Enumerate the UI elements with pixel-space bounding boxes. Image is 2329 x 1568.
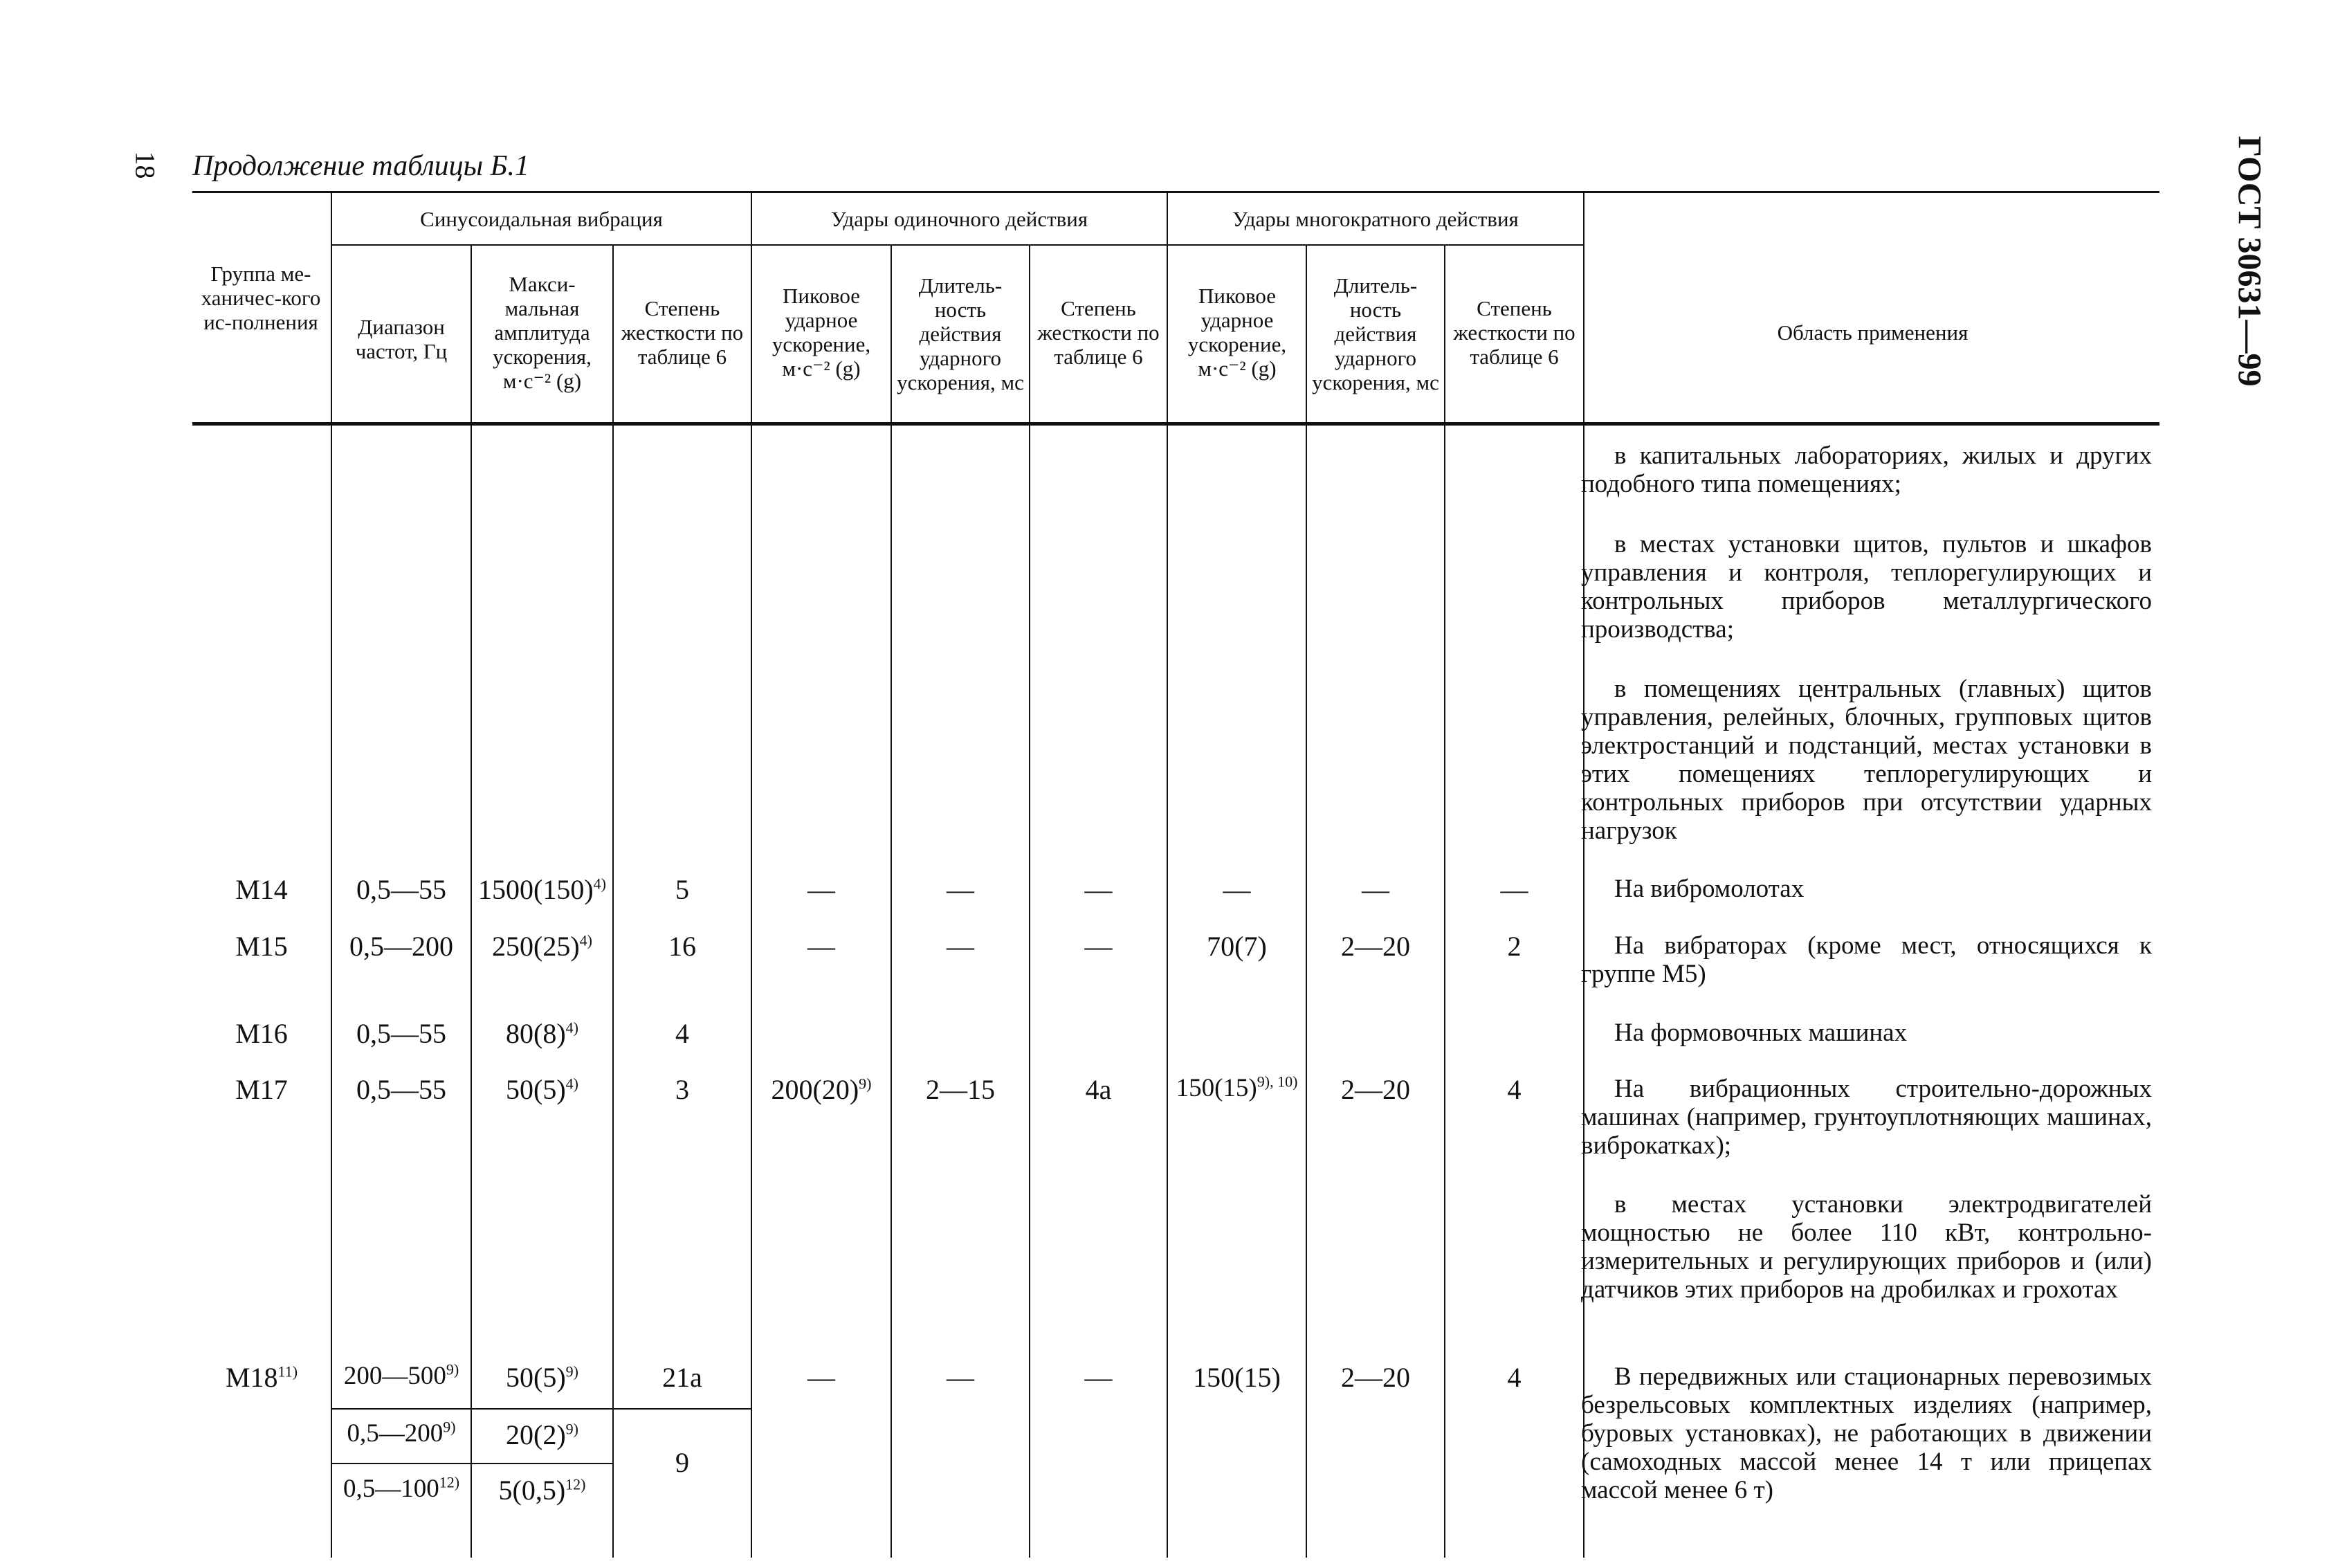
- cell-degree-2: 4: [1507, 1362, 1522, 1393]
- header-degree-1: Степень жесткости по таблице 6: [621, 295, 744, 369]
- row-group-label: [192, 1361, 331, 1394]
- cell-degree: 5: [675, 874, 689, 905]
- peak-value: 200(20): [771, 1074, 859, 1105]
- cell-duration-1: —: [947, 874, 974, 905]
- header-frequency: Диапазон частот, Гц: [355, 315, 448, 363]
- cell-peak-2: [1168, 1073, 1306, 1103]
- application-paragraph: На формовочных машинах: [1614, 1019, 1908, 1047]
- m18-subrow-rule: [331, 1463, 614, 1464]
- cell-peak-1: [752, 1073, 890, 1106]
- header-multiple-shocks: Удары многократного действия: [1232, 207, 1519, 231]
- peak-value: 150(15): [1176, 1074, 1257, 1102]
- cell-frequency: 0,5—200: [349, 931, 453, 962]
- header-degree-3: Степень жесткости по таблице 6: [1453, 295, 1576, 369]
- header-group: Группа ме-ханичес-кого ис-полнения: [201, 261, 321, 334]
- standard-code: ГОСТ 30631—99: [2231, 136, 2268, 387]
- cell-frequency: 0,5—55: [356, 1074, 446, 1105]
- cell-peak-2: 150(15): [1193, 1362, 1281, 1393]
- cell-degree: 16: [668, 931, 696, 962]
- cell-duration-2: 2—20: [1341, 931, 1410, 962]
- footnote-ref: 9): [859, 1075, 872, 1093]
- amplitude-value: 5(0,5): [498, 1475, 566, 1506]
- cell-amplitude: [472, 1361, 612, 1394]
- cell-duration-1: —: [947, 1362, 974, 1393]
- frequency-value: 0,5—100: [342, 1475, 439, 1503]
- footnote-ref: 9), 10): [1257, 1073, 1298, 1091]
- cell-duration-2: 2—20: [1341, 1362, 1410, 1393]
- cell-peak-1: —: [807, 1362, 835, 1393]
- application-paragraph: На вибромолотах: [1614, 875, 1805, 903]
- m18-subrow-rule: [331, 1408, 752, 1410]
- amplitude-value: 250(25): [492, 931, 580, 962]
- header-amplitude: Макси-мальная амплитуда ускорения, м·с⁻² (g): [493, 271, 592, 393]
- footnote-ref: 11): [277, 1362, 298, 1380]
- cell-amplitude: [472, 1419, 612, 1451]
- footnote-ref: 9): [443, 1418, 456, 1436]
- cell-degree-2: —: [1500, 874, 1528, 905]
- cell-frequency: [332, 1361, 471, 1391]
- cell-frequency: 0,5—55: [356, 1018, 446, 1049]
- cell-degree: 21а: [662, 1362, 702, 1393]
- row-group-label: М15: [235, 931, 288, 962]
- cell-degree-2: 2: [1507, 931, 1522, 962]
- header-peak-2: Пиковое ударное ускорение, м·с⁻² (g): [1187, 284, 1287, 381]
- amplitude-value: 20(2): [506, 1419, 566, 1450]
- application-paragraph: в местах установки электродвигателей мощностью не более 110 кВт, контрольно-измерительных и регулирующих приборов и (или) датчиков этих приборов на дробилках и грохотах: [1581, 1190, 2152, 1304]
- footnote-ref: 12): [439, 1473, 460, 1491]
- frequency-value: 200—500: [343, 1362, 446, 1390]
- cell-duration-2: —: [1362, 874, 1389, 905]
- amplitude-value: 50(5): [506, 1074, 566, 1105]
- footnote-ref: 4): [579, 931, 592, 949]
- amplitude-value: 50(5): [506, 1362, 566, 1393]
- amplitude-value: 1500(150): [478, 874, 594, 905]
- header-bottom-rule: [192, 422, 2159, 426]
- row-group-label: М17: [235, 1074, 288, 1105]
- cell-amplitude: [472, 873, 612, 906]
- footnote-ref: 4): [593, 875, 606, 893]
- row-group-label: М14: [235, 874, 288, 905]
- application-paragraph: в капитальных лабораториях, жилых и других подобного типа помещениях;: [1581, 441, 2152, 498]
- application-paragraph: в местах установки щитов, пультов и шкафов управления и контроля, теплорегулирующих и контрольных приборов металлургического производства;: [1581, 530, 2152, 644]
- cell-frequency: 0,5—55: [356, 874, 446, 905]
- cell-degree-2: 4: [1507, 1074, 1522, 1105]
- cell-peak-2: —: [1223, 874, 1251, 905]
- cell-peak-1: —: [807, 931, 835, 962]
- frequency-value: 0,5—200: [347, 1419, 444, 1448]
- cell-degree-1: —: [1084, 1362, 1113, 1393]
- amplitude-value: 80(8): [506, 1018, 566, 1049]
- application-paragraph: На вибрационных строительно-дорожных машинах (например, грунтоуплотняющих машинах, виброкатках);: [1581, 1075, 2152, 1160]
- header-single-shocks: Удары одиночного действия: [830, 207, 1088, 231]
- cell-peak-1: —: [807, 874, 835, 905]
- cell-duration-2: 2—20: [1341, 1074, 1410, 1105]
- table-caption: Продолжение таблицы Б.1: [192, 150, 529, 182]
- cell-degree: 4: [675, 1018, 689, 1049]
- header-degree-2: Степень жесткости по таблице 6: [1037, 295, 1160, 369]
- cell-peak-2: 70(7): [1207, 931, 1267, 962]
- footnote-ref: 9): [565, 1362, 578, 1380]
- header-sinusoidal-vibration: Синусоидальная вибрация: [420, 207, 663, 231]
- application-paragraph: В передвижных или стационарных перевозимых безрельсовых комплектных изделиях (например, буровых установках), не работающих в движении (самоходных массой менее 14 т или прицепах массой менее 6 т): [1581, 1362, 2152, 1504]
- cell-duration-1: —: [947, 931, 974, 962]
- header-peak-1: Пиковое ударное ускорение, м·с⁻² (g): [771, 284, 871, 381]
- cell-degree-1: 4а: [1085, 1074, 1112, 1105]
- group-value: М18: [225, 1362, 278, 1393]
- footnote-ref: 12): [565, 1475, 586, 1493]
- cell-amplitude: [472, 1017, 612, 1050]
- cell-amplitude: [472, 1474, 612, 1506]
- cell-degree: 3: [675, 1074, 689, 1105]
- subheader-rule: [331, 244, 1583, 246]
- table-top-rule: [192, 191, 2159, 193]
- application-paragraph: На вибраторах (кроме мест, относящихся к группе М5): [1581, 931, 2152, 988]
- header-duration-2: Длитель-ность действия ударного ускорения, мс: [1312, 273, 1439, 394]
- cell-amplitude: [472, 1073, 612, 1106]
- footnote-ref: 4): [565, 1019, 578, 1037]
- cell-duration-1: 2—15: [926, 1074, 995, 1105]
- cell-frequency: [332, 1419, 471, 1448]
- cell-degree-1: —: [1084, 931, 1113, 962]
- footnote-ref: 9): [446, 1360, 459, 1378]
- header-duration-1: Длитель-ность действия ударного ускорения, мс: [897, 273, 1024, 394]
- cell-degree-1: —: [1084, 874, 1113, 905]
- cell-degree: 9: [675, 1447, 689, 1478]
- cell-frequency: [332, 1474, 471, 1504]
- page-number: 18: [129, 151, 161, 179]
- application-paragraph: в помещениях центральных (главных) щитов управления, релейных, блочных, групповых щитов электростанций и подстанций, местах установки в этих помещениях теплорегулирующих и контрольных приборов при отсутствии ударных нагрузок: [1581, 675, 2152, 845]
- cell-amplitude: [472, 930, 612, 963]
- header-application-area: Область применения: [1777, 320, 1969, 345]
- row-group-label: М16: [235, 1018, 288, 1049]
- footnote-ref: 4): [565, 1075, 578, 1093]
- footnote-ref: 9): [565, 1420, 578, 1438]
